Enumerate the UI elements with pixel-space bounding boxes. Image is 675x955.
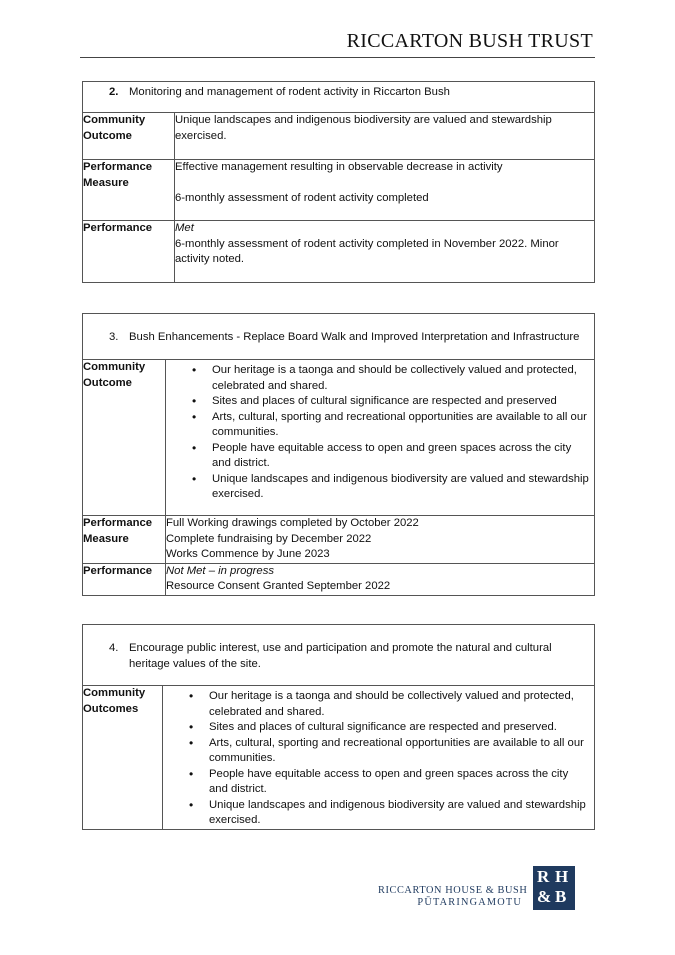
org-subtitle: PŪTARINGAMOTU [417, 897, 522, 908]
header-divider [80, 57, 595, 58]
row-value [175, 221, 595, 283]
row-value [166, 516, 595, 564]
list-item: • Sites and places of cultural significance are respected and preserved [166, 394, 590, 410]
row-value [175, 113, 595, 160]
section-2-number: 2. [109, 86, 119, 98]
org-name: RICCARTON HOUSE & BUSH [378, 885, 528, 896]
section-4-title: Encourage public interest, use and participation and promote the natural and cultural heritage values of the site. [129, 642, 552, 670]
section-4-number: 4. [109, 642, 119, 654]
list-item: • People have equitable access to open and green spaces across the city and district. [163, 767, 590, 798]
list-item: • Unique landscapes and indigenous biodiversity are valued and stewardship exercised. [166, 472, 590, 503]
list-item: • Sites and places of cultural significance are respected and preserved. [163, 720, 590, 736]
list-item: • People have equitable access to open and green spaces across the city and district. [166, 441, 590, 472]
row-label: Community Outcome [83, 360, 166, 516]
section-3-heading [83, 314, 595, 360]
row-label: Performance Measure [83, 160, 175, 221]
row-label: Community Outcomes [83, 686, 163, 830]
row-value [166, 563, 595, 595]
measure-line: Complete fundraising by December 2022 [166, 532, 372, 545]
section-4-heading [83, 625, 595, 686]
section-4-table [82, 624, 595, 830]
performance-detail: Resource Consent Granted September 2022 [166, 580, 391, 592]
list-item: • Our heritage is a taonga and should be collectively valued and protected, celebrated and shared. [166, 363, 590, 394]
performance-status: Not Met – in progress [166, 564, 274, 577]
row-label: Performance [83, 221, 175, 283]
list-item: • Our heritage is a taonga and should be collectively valued and protected, celebrated and shared. [163, 689, 590, 720]
community-outcome-list [166, 363, 590, 503]
section-3-title: Bush Enhancements - Replace Board Walk and Improved Interpretation and Infrastructure [129, 331, 580, 343]
section-3-number: 3. [109, 331, 119, 343]
section-2-title: Monitoring and management of rodent activity in Riccarton Bush [129, 86, 450, 98]
performance-status: Met [175, 222, 194, 234]
row-label: Performance [83, 563, 166, 595]
measure-line: Works Commence by June 2023 [166, 548, 330, 560]
rhb-logo-icon: R H & B [533, 866, 575, 910]
measure-line: Full Working drawings completed by October 2022 [166, 517, 419, 529]
community-outcome-list [163, 689, 590, 829]
section-2-heading [83, 82, 595, 113]
row-value [163, 686, 595, 830]
row-value [166, 360, 595, 516]
measure-line: 6-monthly assessment of rodent activity completed [175, 191, 429, 204]
document-header-title: RICCARTON BUSH TRUST [346, 30, 593, 52]
list-item: • Arts, cultural, sporting and recreational opportunities are available to all our communities. [163, 736, 590, 767]
list-item: • Arts, cultural, sporting and recreational opportunities are available to all our communities. [166, 410, 590, 441]
section-3-table [82, 313, 595, 596]
row-label: Community Outcome [83, 113, 175, 160]
list-item: • Unique landscapes and indigenous biodiversity are valued and stewardship exercised. [163, 798, 590, 829]
footer-logo-text [378, 885, 528, 908]
row-label: Performance Measure [83, 516, 166, 564]
performance-detail: 6-monthly assessment of rodent activity completed in November 2022. Minor activity noted. [175, 237, 559, 265]
community-outcome-text: Unique landscapes and indigenous biodiversity are valued and stewardship exercised. [175, 114, 552, 142]
measure-line: Effective management resulting in observable decrease in activity [175, 161, 503, 173]
section-2-table [82, 81, 595, 283]
row-value [175, 160, 595, 221]
